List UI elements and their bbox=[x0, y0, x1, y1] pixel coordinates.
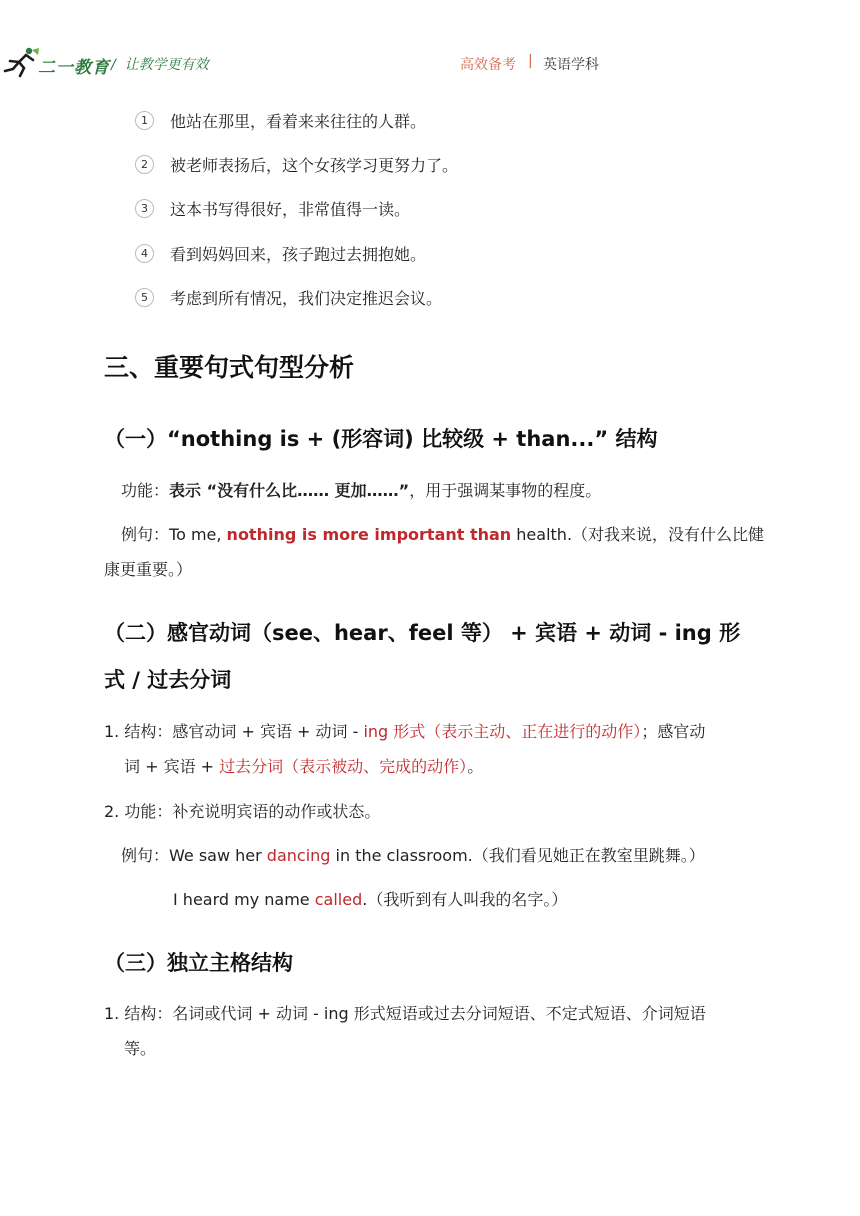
item-text: 这本书写得很好，非常值得一读。 bbox=[170, 200, 411, 219]
list-item bbox=[135, 109, 426, 132]
header-exam-label: 高效备考 bbox=[460, 57, 516, 73]
brand-slogan: / 让教学更有效 bbox=[111, 57, 209, 73]
subsection-heading-3: （三）独立主格结构 bbox=[104, 951, 293, 975]
example-line-2 bbox=[173, 887, 567, 910]
item-number: 1. bbox=[104, 1004, 120, 1023]
example-label: 例句： bbox=[121, 846, 170, 865]
structure-highlight: ing 形式（表示主动、正在进行的动作） bbox=[363, 722, 642, 741]
structure-cont-pre: 词 + 宾语 + bbox=[124, 757, 220, 776]
list-item bbox=[135, 153, 458, 176]
list-item bbox=[135, 286, 442, 309]
item-number-badge: 1 bbox=[135, 111, 154, 130]
list-item bbox=[135, 242, 426, 265]
section-title: 三、重要句式句型分析 bbox=[104, 353, 355, 382]
function-text: 功能：补充说明宾语的动作或状态。 bbox=[124, 802, 381, 821]
function-item bbox=[104, 799, 380, 822]
example-pre: I heard my name bbox=[173, 890, 315, 909]
example-line bbox=[121, 522, 764, 545]
runner-logo-icon bbox=[2, 46, 40, 78]
item-text: 被老师表扬后，这个女孩学习更努力了。 bbox=[170, 156, 459, 175]
header-separator: | bbox=[528, 53, 533, 69]
example-post: .（我听到有人叫我的名字。） bbox=[362, 890, 568, 909]
structure-cont-post: 。 bbox=[467, 757, 484, 776]
item-number-badge: 3 bbox=[135, 199, 154, 218]
structure-cont-highlight: 过去分词（表示被动、完成的动作） bbox=[219, 757, 468, 776]
subsection-heading-2-cont: 式 / 过去分词 bbox=[104, 668, 232, 692]
item-number: 2. bbox=[104, 802, 120, 821]
example-highlight: nothing is more important than bbox=[226, 525, 512, 544]
structure-item-cont: 等。 bbox=[124, 1039, 157, 1058]
subsection-heading-1: （一）“nothing is + (形容词) 比较级 + than...” 结构 bbox=[104, 427, 658, 451]
example-post: health.（对我来说，没有什么比健 bbox=[511, 525, 765, 544]
item-text: 他站在那里，看着来来往往的人群。 bbox=[170, 112, 427, 131]
example-continuation: 康更重要。） bbox=[104, 560, 193, 579]
structure-pre: 结构：感官动词 + 宾语 + 动词 - bbox=[124, 722, 364, 741]
slogan-text: 让教学更有效 bbox=[124, 57, 209, 73]
subsection-heading-2: （二）感官动词（see、hear、feel 等） + 宾语 + 动词 - ing 形 bbox=[104, 621, 741, 645]
structure-post: ；感官动 bbox=[641, 722, 706, 741]
example-highlight: dancing bbox=[266, 846, 331, 865]
example-highlight: called bbox=[314, 890, 363, 909]
page-header bbox=[0, 44, 860, 84]
example-label: 例句： bbox=[121, 525, 170, 544]
function-line bbox=[121, 478, 601, 501]
example-line bbox=[121, 843, 705, 866]
item-number-badge: 2 bbox=[135, 155, 154, 174]
structure-item bbox=[104, 1001, 706, 1024]
item-number-badge: 5 bbox=[135, 288, 154, 307]
header-subject: 英语学科 bbox=[543, 57, 599, 73]
example-pre: To me, bbox=[169, 525, 227, 544]
item-text: 看到妈妈回来，孩子跑过去拥抱她。 bbox=[170, 245, 427, 264]
function-bold-text: 表示 “没有什么比…… 更加……” bbox=[169, 481, 410, 500]
structure-item-cont bbox=[124, 754, 483, 777]
list-item bbox=[135, 197, 410, 220]
structure-item bbox=[104, 719, 705, 742]
example-post: in the classroom.（我们看见她正在教室里跳舞。） bbox=[330, 846, 705, 865]
brand-logo-text: 二一教育 bbox=[38, 58, 110, 78]
function-rest-text: ，用于强调某事物的程度。 bbox=[409, 481, 602, 500]
example-pre: We saw her bbox=[169, 846, 267, 865]
structure-text: 结构：名词或代词 + 动词 - ing 形式短语或过去分词短语、不定式短语、介词短语 bbox=[124, 1004, 706, 1023]
item-number-badge: 4 bbox=[135, 244, 154, 263]
item-text: 考虑到所有情况，我们决定推迟会议。 bbox=[170, 289, 443, 308]
item-number: 1. bbox=[104, 722, 120, 741]
function-label: 功能： bbox=[121, 481, 170, 500]
